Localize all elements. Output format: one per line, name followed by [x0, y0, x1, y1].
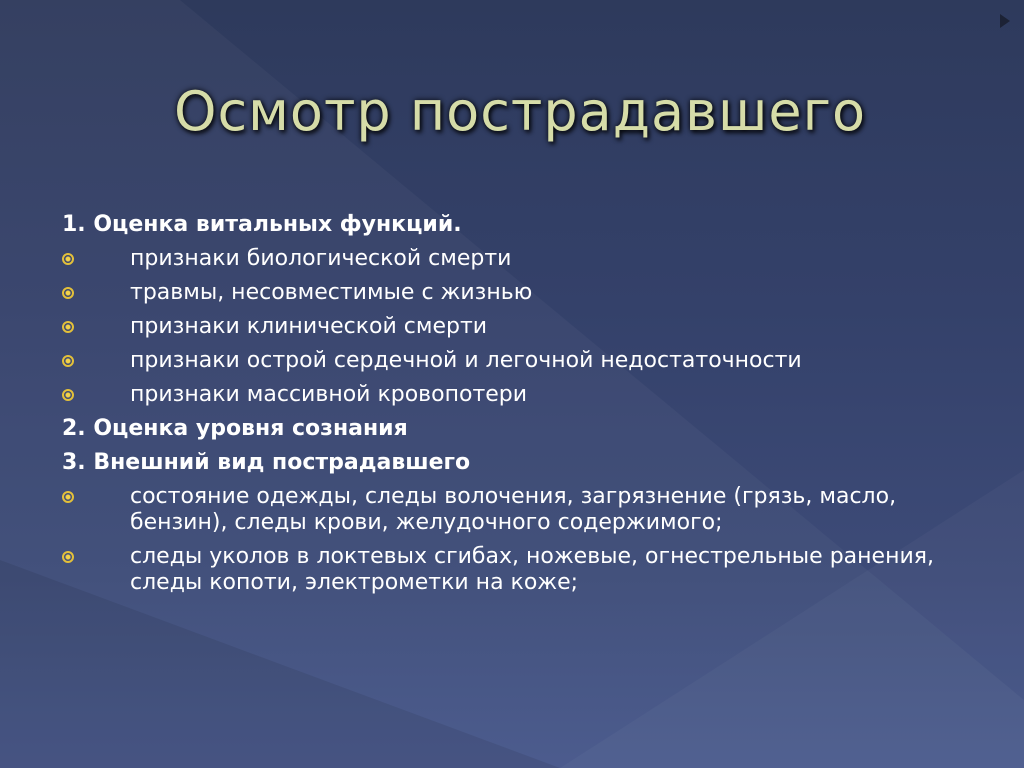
list-item-text: признаки клинической смерти	[130, 314, 488, 339]
list-item-text: травмы, несовместимые с жизнью	[130, 280, 533, 305]
list-item	[62, 314, 962, 340]
circle-bullet-icon	[62, 355, 74, 367]
circle-bullet-icon	[62, 287, 74, 299]
section-heading: 1. Оценка витальных функций.	[62, 212, 462, 237]
list-item-text: признаки острой сердечной и легочной недостаточности	[130, 348, 802, 373]
circle-bullet-icon	[62, 321, 74, 333]
list-item-text: признаки биологической смерти	[130, 246, 512, 271]
list-item	[62, 544, 962, 596]
list-item-text: следы уколов в локтевых сгибах, ножевые, огнестрельные ранения, следы копоти, электрометки на коже;	[130, 544, 934, 595]
circle-bullet-icon	[62, 389, 74, 401]
list-item	[62, 484, 962, 536]
section-heading: 3. Внешний вид пострадавшего	[62, 450, 471, 475]
list-item	[62, 348, 962, 374]
slide-content	[62, 212, 962, 604]
list-item-text: признаки массивной кровопотери	[130, 382, 528, 407]
triangle-right-icon	[1000, 14, 1010, 28]
circle-bullet-icon	[62, 551, 74, 563]
section-heading: 2. Оценка уровня сознания	[62, 416, 408, 441]
list-item	[62, 246, 962, 272]
list-item-text: состояние одежды, следы волочения, загрязнение (грязь, масло, бензин), следы крови, желудочного содержимого;	[130, 484, 897, 535]
circle-bullet-icon	[62, 253, 74, 265]
circle-bullet-icon	[62, 491, 74, 503]
list-item	[62, 382, 962, 408]
slide-title: Осмотр пострадавшего	[173, 80, 867, 143]
list-item	[62, 280, 962, 306]
